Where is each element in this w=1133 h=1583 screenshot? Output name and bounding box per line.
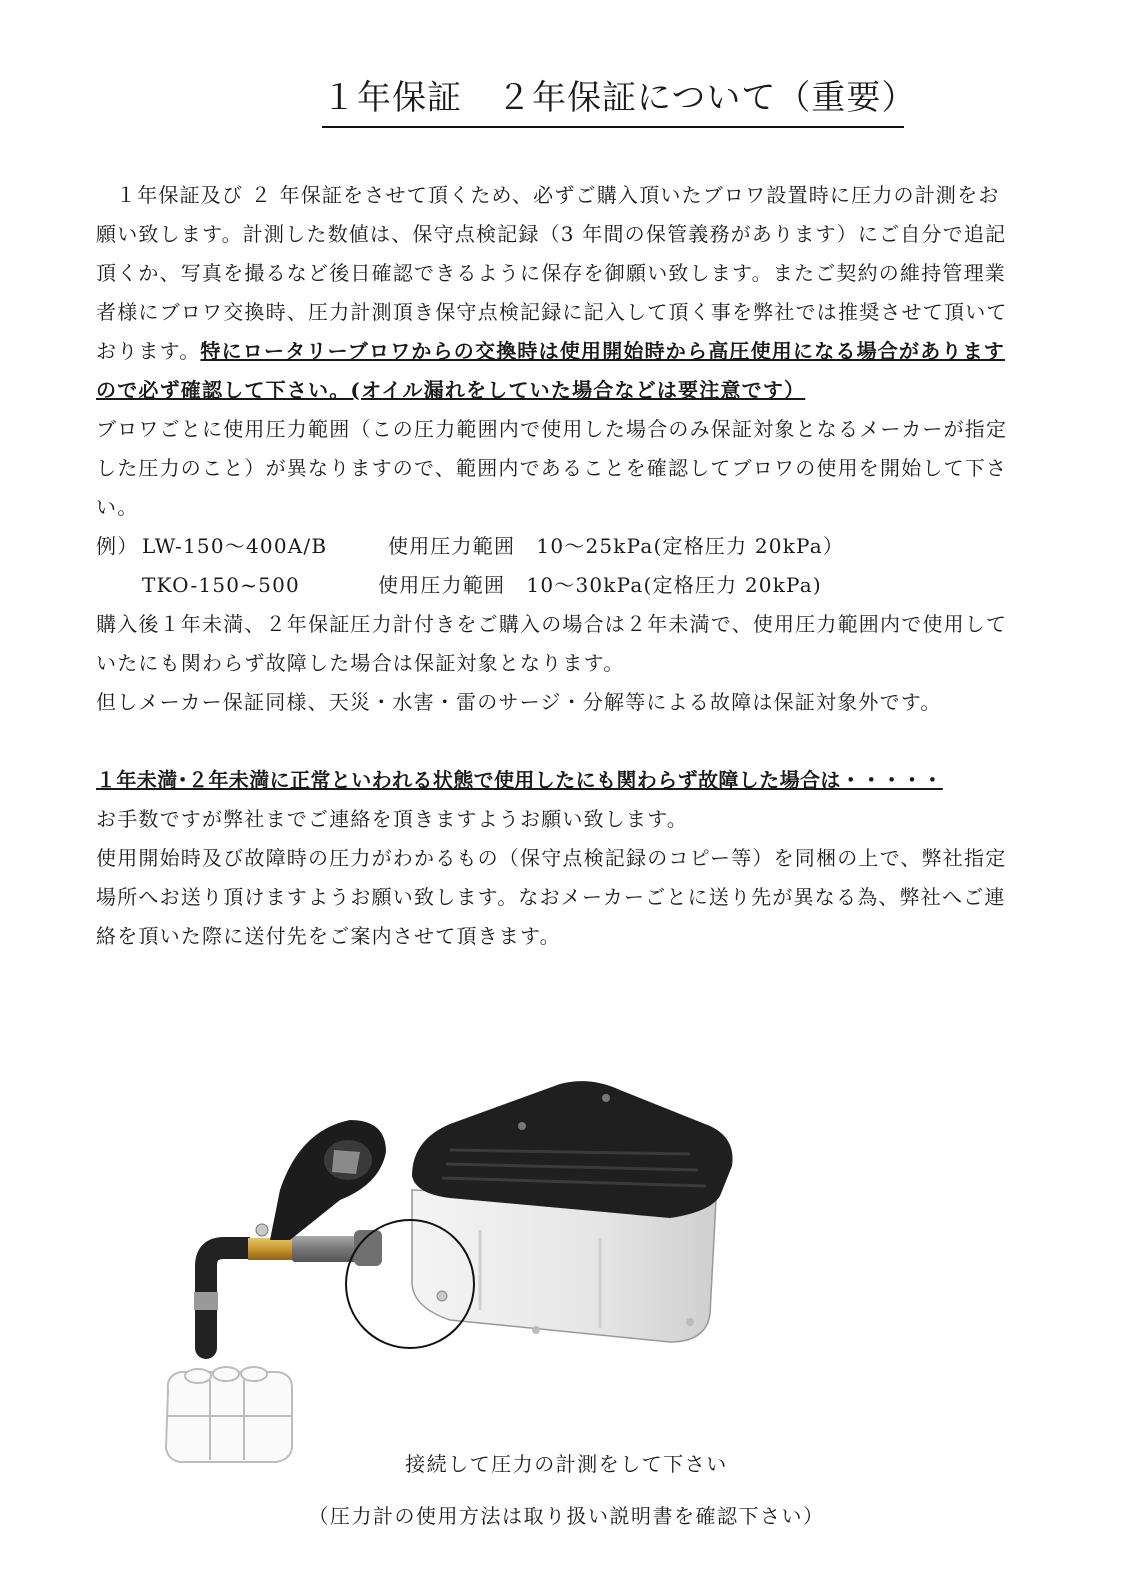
caption-line-2: （圧力計の使用方法は取り扱い説明書を確認下さい） <box>308 1504 825 1528</box>
contact-paragraph-1: お手数ですが弊社までご連絡を頂きますようお願い致します。 <box>96 807 688 831</box>
intro-text: １年保証及び ２ 年保証をさせて頂くため、必ずご購入頂いたブロワ設置時に圧力の計測をお願い致します。計測した数値は、保守点検記録（3 年間の保管義務があります）にご自分で追記頂くか、写真を撮るなど後日確認できるように保存を御願い致します。またご契約の維持管理業者様にブロワ交換時、圧力計測頂き保守点検記録に記入して頂く事を弊社では推奨させて頂いております。 <box>96 183 1008 363</box>
example-range-1: 使用圧力範囲 10～25kPa(定格圧力 20kPa） <box>388 534 845 558</box>
caption-line-1: 接続して圧力の計測をして下さい <box>405 1452 728 1476</box>
example-model-1: LW-150～400A/B <box>142 534 328 558</box>
intro-emphasis: 特にロータリーブロワからの交換時は使用開始時から高圧使用になる場合がありますので必ず確認して下さい。(オイル漏れをしていた場合などは要注意です） <box>96 339 1006 402</box>
exclusion-paragraph: 但しメーカー保証同様、天災・水害・雷のサージ・分解等による故障は保証対象外です。 <box>96 690 942 714</box>
example-line-2 <box>96 566 1014 605</box>
pressure-gauge-icon <box>194 1120 386 1348</box>
main-body <box>96 176 1014 956</box>
intro-paragraph <box>96 176 1014 410</box>
range-paragraph: ブロワごとに使用圧力範囲（この圧力範囲内で使用した場合のみ保証対象となるメーカーが指定した圧力のこと）が異なりますので、範囲内であることを確認してブロワの使用を開始して下さい。 <box>96 417 1008 519</box>
blower-icon <box>412 1081 733 1342</box>
after-purchase-paragraph: 購入後１年未満、２年保証圧力計付きをご購入の場合は２年未満で、使用圧力範囲内で使用していたにも関わらず故障した場合は保証対象となります。 <box>96 612 1008 675</box>
spacer <box>96 722 1014 761</box>
example-prefix: 例） <box>96 534 139 558</box>
example-line-1 <box>96 527 1014 566</box>
example-model-2: TKO-150~500 <box>142 573 300 597</box>
failure-heading: １年未満･２年未満に正常といわれる状態で使用したにも関わらず故障した場合は・・・・・ <box>96 768 943 792</box>
page-title: １年保証 ２年保証について（重要） <box>322 72 904 128</box>
example-range-2: 使用圧力範囲 10～30kPa(定格圧力 20kPa) <box>378 573 822 597</box>
blower-connection-illustration <box>150 1080 870 1480</box>
contact-paragraph-2: 使用開始時及び故障時の圧力がわかるもの（保守点検記録のコピー等）を同梱の上で、弊社指定場所へお送り頂けますようお願い致します。なおメーカーごとに送り先が異なる為、弊社へご連絡を頂いた際に送付先をご案内させて頂きます。 <box>96 846 1007 948</box>
